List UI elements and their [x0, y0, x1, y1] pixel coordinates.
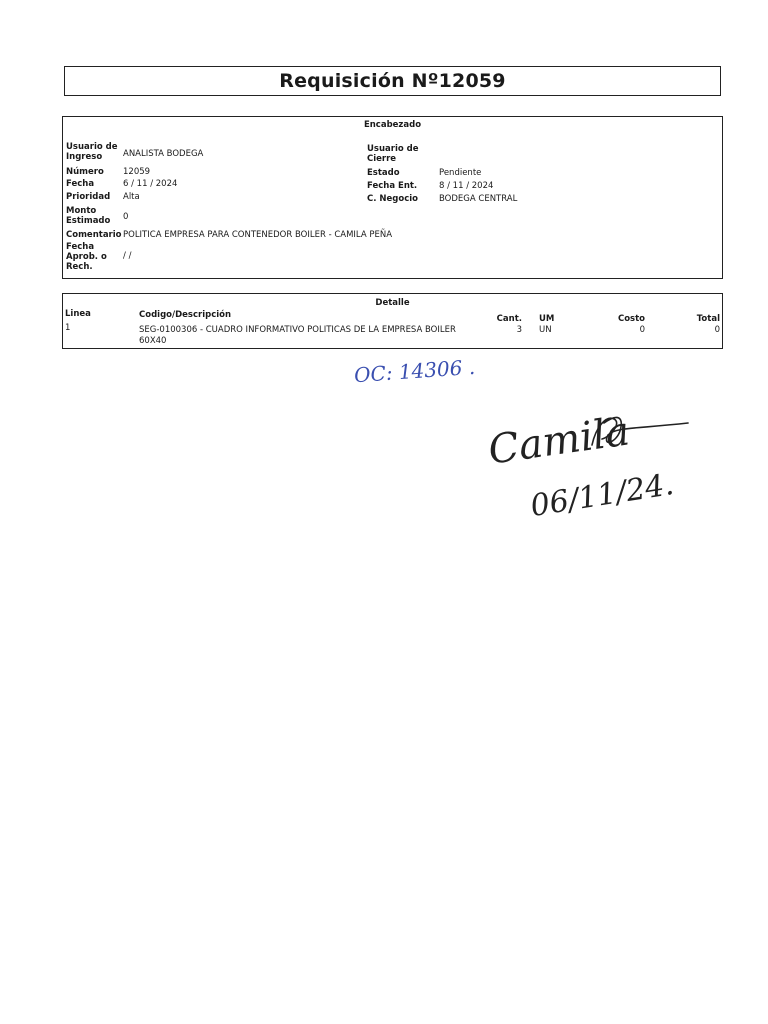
- usuario-ingreso-label: Usuario de Ingreso: [66, 142, 118, 162]
- signature-flourish: [580, 405, 695, 465]
- monto-value: 0: [123, 212, 129, 222]
- monto-label: Monto Estimado: [66, 206, 111, 226]
- c-negocio-value: BODEGA CENTRAL: [439, 194, 518, 204]
- estado-label: Estado: [367, 168, 400, 178]
- fecha-aprob-value: / /: [123, 251, 132, 261]
- document-title: Requisición Nº12059: [279, 70, 506, 92]
- prioridad-value: Alta: [123, 192, 140, 202]
- c-negocio-label: C. Negocio: [367, 194, 419, 204]
- prioridad-label: Prioridad: [66, 192, 111, 202]
- numero-label: Número: [66, 167, 104, 177]
- detalle-section: [62, 293, 723, 349]
- encabezado-section: [62, 116, 723, 279]
- fecha-ent-label: Fecha Ent.: [367, 181, 418, 191]
- fecha-label: Fecha: [66, 179, 95, 189]
- row-cant: 3: [516, 325, 522, 335]
- fecha-value: 6 / 11 / 2024: [123, 179, 178, 189]
- fecha-ent-value: 8 / 11 / 2024: [439, 181, 494, 191]
- usuario-cierre-label: Usuario de Cierre: [367, 144, 419, 164]
- comentario-value: POLITICA EMPRESA PARA CONTENEDOR BOILER - CAMILA PEÑA: [123, 230, 393, 240]
- handwritten-oc-note: OC: 14306 .: [353, 354, 476, 388]
- column-header-linea: Linea: [65, 309, 91, 319]
- row-codigo-line1: SEG-0100306 - CUADRO INFORMATIVO POLITICAS DE LA EMPRESA BOILER: [139, 325, 456, 335]
- signature-date: 06/11/24.: [528, 466, 677, 525]
- row-codigo-line2: 60X40: [139, 336, 167, 346]
- row-um: UN: [539, 325, 552, 335]
- comentario-label: Comentario: [66, 230, 122, 240]
- column-header-cant: Cant.: [496, 314, 522, 324]
- column-header-codigo: Codigo/Descripción: [139, 310, 232, 320]
- usuario-ingreso-value: ANALISTA BODEGA: [123, 149, 204, 159]
- estado-value: Pendiente: [439, 168, 482, 178]
- row-costo: 0: [639, 325, 645, 335]
- column-header-um: UM: [539, 314, 555, 324]
- numero-value: 12059: [123, 167, 151, 177]
- column-header-costo: Costo: [617, 314, 645, 324]
- row-total: 0: [714, 325, 720, 335]
- fecha-aprob-label: Fecha Aprob. o Rech.: [66, 242, 107, 272]
- signature-name: Camila: [485, 408, 633, 474]
- column-header-total: Total: [696, 314, 720, 324]
- document-title-box: [64, 66, 721, 96]
- detalle-title: Detalle: [375, 298, 410, 308]
- row-linea: 1: [65, 323, 71, 333]
- encabezado-title: Encabezado: [363, 120, 422, 130]
